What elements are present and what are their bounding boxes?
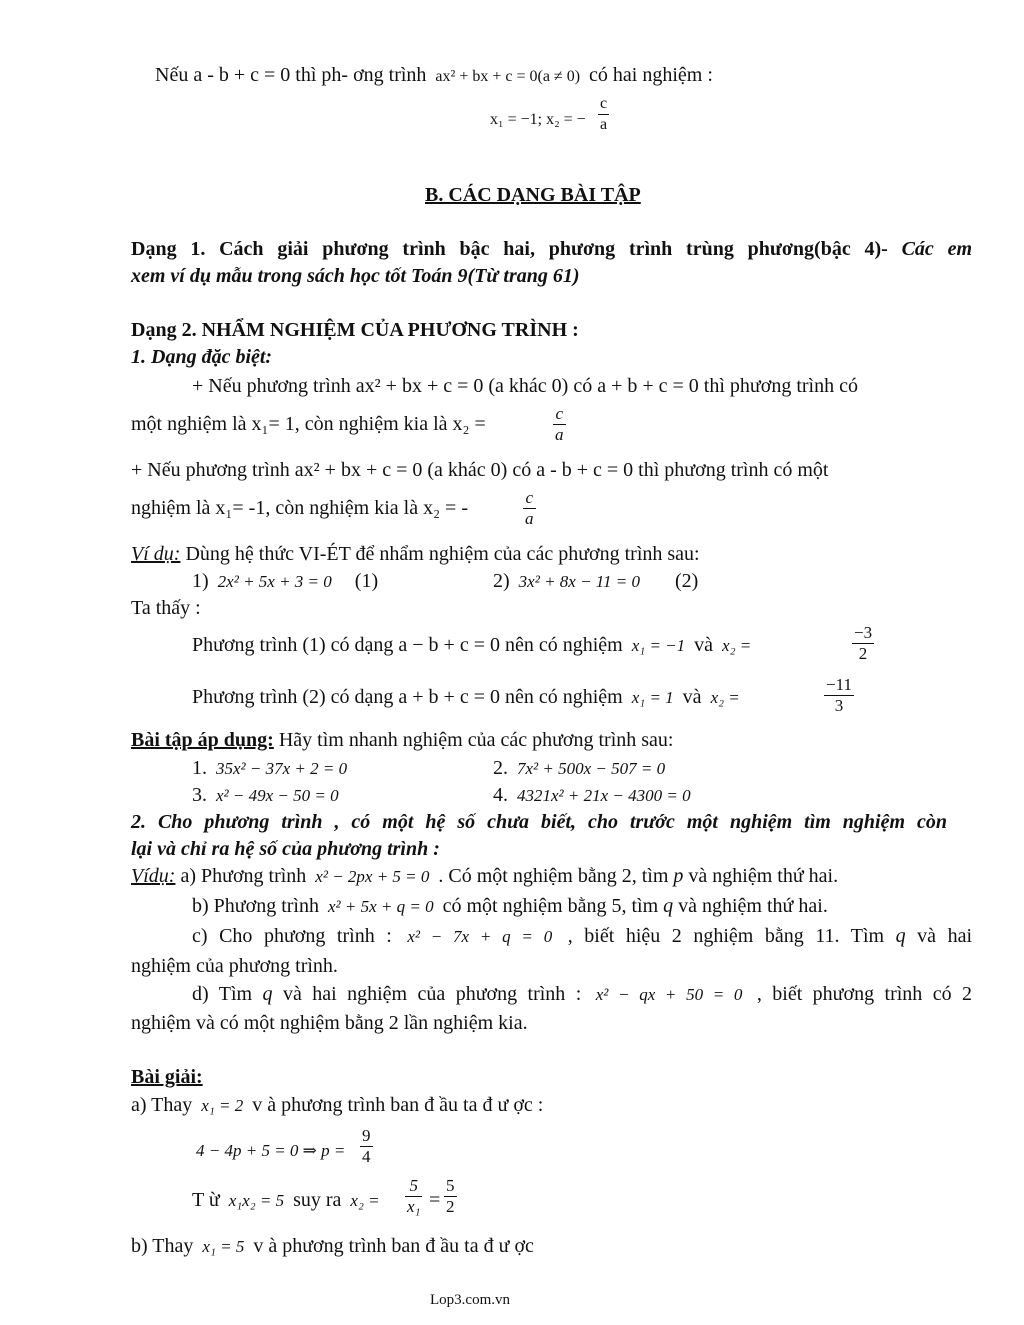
variable: q — [895, 925, 906, 947]
example-eq2 — [493, 569, 698, 594]
equation: x² − 2px + 5 = 0 — [315, 867, 430, 886]
equation: 4 − 4p + 5 = 0 ⇒ p = — [196, 1141, 346, 1160]
vidu-label: Vídụ: — [131, 865, 176, 887]
item-number: 1. — [192, 757, 207, 779]
solution-b-line — [131, 1234, 534, 1259]
example-label: Ví dụ: — [131, 543, 181, 565]
intro-roots — [486, 106, 590, 132]
result-text: Phương trình (2) có dạng a + b + c = 0 nên có nghiệm — [192, 686, 623, 708]
intro-roots-text: x₁ = −1; x₂ = − — [490, 111, 586, 128]
section-b-title: B. CÁC DẠNG BÀI TẬP — [425, 184, 641, 206]
solution-label: Bài giải: — [131, 1066, 203, 1088]
fraction-denominator: x₁ — [407, 1197, 421, 1216]
text: a) Phương trình — [180, 865, 307, 887]
solution-equals: = — [429, 1189, 441, 1211]
vidu-a — [131, 864, 838, 889]
intro-roots-fraction — [598, 94, 609, 135]
text: và hai nghiệm của phương trình : — [282, 983, 582, 1005]
item-number: 3. — [192, 784, 207, 806]
item-equation: x² − 49x − 50 = 0 — [216, 786, 339, 805]
fraction-numerator: c — [598, 94, 609, 115]
equation: x² − 7x + q = 0 — [407, 927, 553, 946]
result-va: và — [682, 686, 702, 708]
text: c) Cho phương trình : — [192, 925, 392, 947]
fraction-numerator: c — [523, 488, 536, 509]
equation: 2x² + 5x + 3 = 0 — [217, 572, 332, 591]
eq-number: 2) — [493, 570, 510, 592]
exercise-label: Bài tập áp dụng: — [131, 729, 274, 751]
solution-tu-line — [192, 1188, 384, 1213]
variable: p — [673, 865, 684, 887]
exercise-item-3 — [192, 783, 343, 808]
fraction-denominator: a — [525, 509, 534, 528]
text: b) Phương trình — [192, 895, 319, 917]
fraction-denominator: 2 — [446, 1197, 455, 1216]
fraction-numerator: c — [553, 404, 566, 425]
dang2-p2-fraction — [523, 488, 536, 529]
eq-tag: (2) — [675, 570, 699, 592]
text: , biết hiệu 2 nghiệm bằng 11. Tìm — [567, 925, 885, 947]
exercise-item-4 — [493, 783, 695, 808]
equation: x² + 5x + q = 0 — [327, 897, 434, 916]
vidu-b — [192, 894, 828, 919]
equation: x₁x₂ = 5 — [228, 1191, 285, 1210]
fraction-numerator: 5 — [405, 1176, 422, 1197]
text: và nghiệm thứ hai. — [678, 895, 828, 917]
example-result1-fraction — [852, 623, 874, 664]
fraction-numerator: −3 — [854, 623, 873, 642]
text: v à phương trình ban đ ầu ta đ ư ợc : — [252, 1094, 544, 1116]
result-x2: x₂ = — [710, 688, 740, 707]
text: có một nghiệm bằng 5, tìm — [442, 895, 659, 917]
solution-a-eq — [192, 1138, 349, 1163]
vidu-d — [192, 982, 972, 1007]
ta-thay: Ta thấy : — [131, 597, 201, 619]
exercise-text: Hãy tìm nhanh nghiệm của các phương trình sau: — [278, 729, 674, 751]
text: v à phương trình ban đ ầu ta đ ư ợc — [253, 1235, 534, 1257]
example-text: Dùng hệ thức VI-ÉT để nhẩm nghiệm của các phương trình sau: — [185, 543, 700, 565]
dang2-p2-line1: + Nếu phương trình ax² + bx + c = 0 (a khác 0) có a - b + c = 0 thì phương trình có một — [131, 459, 829, 481]
solution-fraction-2 — [444, 1176, 457, 1217]
intro-end: có hai nghiệm : — [589, 64, 713, 86]
dang2-p2-line2: nghiệm là x₁= -1, còn nghiệm kia là x₂ = - — [131, 497, 468, 519]
text: b) Thay — [131, 1235, 194, 1257]
exercise-item-1 — [192, 756, 351, 781]
text: và nghiệm thứ hai. — [688, 865, 839, 887]
text: . Có một nghiệm bằng 2, tìm — [438, 865, 669, 887]
equation: x₁ = 5 — [202, 1237, 245, 1256]
equation: x₂ = — [350, 1191, 380, 1210]
equation: x² − qx + 50 = 0 — [595, 985, 743, 1004]
example-result2 — [192, 685, 744, 710]
vidu-c — [192, 924, 972, 949]
solution-fraction-1 — [405, 1176, 422, 1217]
dang2-subtitle: 1. Dạng đặc biệt: — [131, 346, 273, 368]
result-text: Phương trình (1) có dạng a − b + c = 0 nên có nghiệm — [192, 634, 623, 656]
eq-tag: (1) — [354, 570, 379, 592]
dang1-italic1: Các em — [901, 238, 972, 260]
fraction-denominator: 4 — [362, 1147, 371, 1166]
variable: q — [663, 895, 674, 917]
vidu-d-line2: nghiệm và có một nghiệm bằng 2 lần nghiệm kia. — [131, 1012, 528, 1034]
equation: x₁ = 2 — [201, 1096, 244, 1115]
intro-equation: ax² + bx + c = 0(a ≠ 0) — [435, 68, 581, 85]
footer-source: Lop3.com.vn — [430, 1292, 510, 1308]
text: , biết phương trình có 2 — [756, 983, 973, 1005]
result-va: và — [694, 634, 714, 656]
eq-number: 1) — [192, 570, 209, 592]
text: a) Thay — [131, 1094, 193, 1116]
text: và hai — [917, 925, 973, 947]
item-number: 4. — [493, 784, 508, 806]
dang2-p1-line1: + Nếu phương trình ax² + bx + c = 0 (a khác 0) có a + b + c = 0 thì phương trình có — [192, 375, 858, 397]
equation: 3x² + 8x − 11 = 0 — [518, 572, 641, 591]
fraction-numerator: −11 — [826, 675, 852, 694]
item-equation: 35x² − 37x + 2 = 0 — [216, 759, 348, 778]
dang2-title: Dạng 2. NHẨM NGHIỆM CỦA PHƯƠNG TRÌNH : — [131, 319, 579, 341]
fraction-numerator: 9 — [362, 1126, 371, 1145]
result-x2: x₂ = — [722, 636, 752, 655]
variable: q — [262, 983, 273, 1005]
fraction-denominator: a — [555, 425, 564, 444]
exercise-item-2 — [493, 756, 669, 781]
example-line — [131, 542, 700, 566]
fraction-denominator: a — [600, 116, 608, 133]
exercise-line — [131, 728, 674, 752]
dang1-line1 — [131, 237, 972, 261]
example-result2-fraction — [824, 675, 854, 716]
dang2-p1-fraction — [553, 404, 566, 445]
item-equation: 4321x² + 21x − 4300 = 0 — [517, 786, 691, 805]
result-x1: x₁ = 1 — [631, 688, 674, 707]
text: T ừ — [192, 1189, 220, 1211]
vidu-c-line2: nghiệm của phương trình. — [131, 955, 338, 977]
text: suy ra — [293, 1189, 342, 1211]
fraction-denominator: 3 — [834, 696, 844, 715]
example-result1 — [192, 633, 755, 658]
result-x1: x₁ = −1 — [631, 636, 686, 655]
dang2-p1-line2: một nghiệm là x₁= 1, còn nghiệm kia là x₂ = — [131, 413, 486, 435]
intro-line — [155, 63, 713, 89]
solution-a-fraction — [360, 1126, 373, 1167]
item-equation: 7x² + 500x − 507 = 0 — [517, 759, 666, 778]
text: d) Tìm — [192, 983, 253, 1005]
part2-line2: lại và chỉ ra hệ số của phương trình : — [131, 838, 440, 860]
item-number: 2. — [493, 757, 508, 779]
example-eq1 — [192, 569, 378, 594]
solution-a-line — [131, 1093, 543, 1118]
intro-text: Nếu a - b + c = 0 thì ph- ơng trình — [155, 64, 427, 86]
dang1-line2: xem ví dụ mẫu trong sách học tốt Toán 9(Từ trang 61) — [131, 265, 580, 287]
dang1-bold: Dạng 1. Cách giải phương trình bậc hai, phương trình trùng phương(bậc 4)- — [131, 238, 888, 260]
part2-line1: 2. Cho phương trình , có một hệ số chưa biết, cho trước một nghiệm tìm nghiệm còn — [131, 811, 947, 833]
fraction-denominator: 2 — [858, 644, 868, 663]
fraction-numerator: 5 — [446, 1176, 455, 1195]
